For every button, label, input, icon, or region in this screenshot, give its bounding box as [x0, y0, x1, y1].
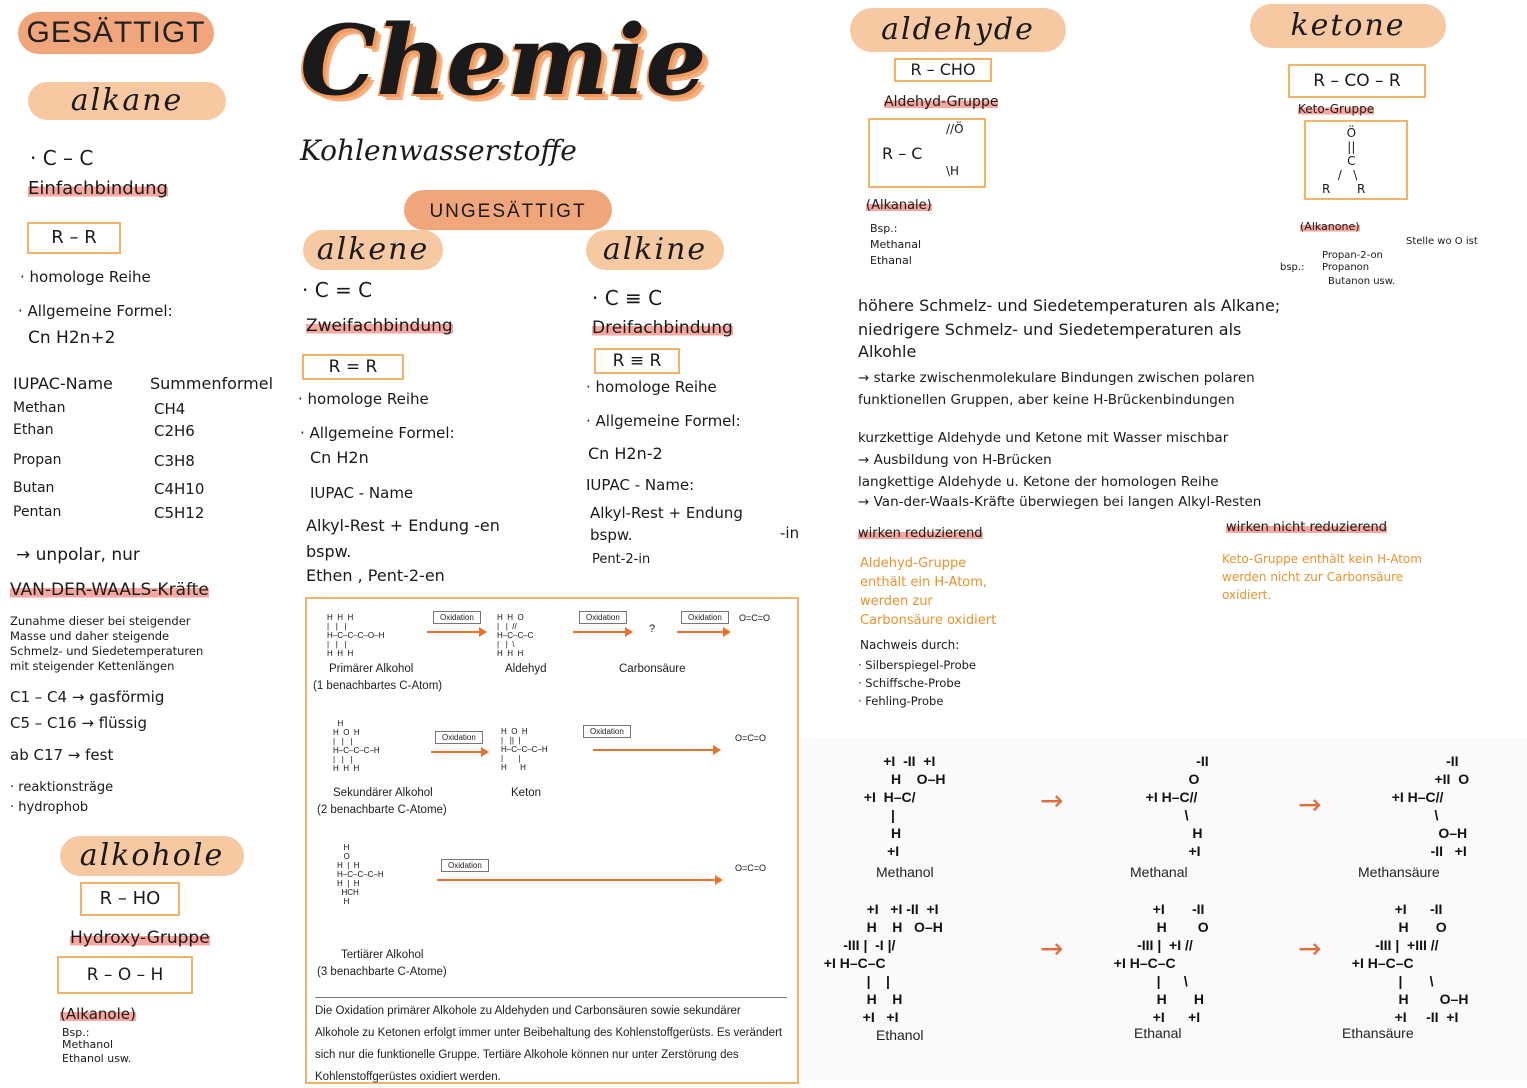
- comparison-line-1: niedrigere Schmelz- und Siedetemperaturen als: [858, 320, 1242, 339]
- alkene-formula-box: R = R: [302, 354, 404, 380]
- ethanal-label: Ethanal: [1134, 1025, 1182, 1041]
- co2-1: O=C=O: [739, 613, 771, 623]
- alkine-heading: alkine: [586, 230, 724, 270]
- alkine-homologous: · homologe Reihe: [586, 378, 717, 396]
- keton-structure: H O H | || | H–C–C–C–H | | H H: [501, 727, 548, 772]
- saturated-heading: GESÄTTIGT: [18, 12, 214, 54]
- aldehyde-formula-box: R – CHO: [894, 58, 992, 82]
- alkane-formula-label: · Allgemeine Formel:: [18, 302, 173, 320]
- alkane-prop-reactive: · reaktionsträge: [10, 780, 114, 795]
- carbonsaeure-label: Carbonsäure: [619, 663, 686, 675]
- primary-alcohol-label: Primärer Alkohol: [329, 663, 414, 675]
- oxidation-arrow-5: [593, 749, 719, 751]
- alkane-table-formula-2: C3H8: [154, 452, 195, 470]
- alkine-iupac: IUPAC - Name:: [586, 476, 695, 494]
- alkine-bond: · C ≡ C: [592, 286, 663, 310]
- alkane-state-0: C1 – C4 → gasförmig: [10, 688, 165, 706]
- arrow-methanal-methansaeure: →: [1298, 788, 1322, 821]
- co2-2: O=C=O: [735, 733, 767, 743]
- ethansaeure-label: Ethansäure: [1342, 1025, 1414, 1041]
- comparison-line-6: → Ausbildung von H-Brücken: [858, 452, 1052, 468]
- secondary-alcohol-label: Sekundärer Alkohol: [333, 787, 433, 799]
- methanol-structure: +I -II +I H O–H +I H–C/ | H +I: [863, 753, 946, 859]
- comparison-line-4: funktionellen Gruppen, aber keine H-Brückenbindungen: [858, 392, 1235, 408]
- oxidation-tag-5: Oxidation: [583, 725, 631, 738]
- tertiary-alcohol-structure: H O H | H H–C–C–C–H H | H HCH H: [337, 843, 384, 906]
- alkane-table-header-formula: Summenformel: [150, 374, 274, 393]
- reducing-test-0: · Silberspiegel-Probe: [858, 658, 977, 672]
- alkane-increase-line-3: mit steigender Kettenlängen: [10, 659, 175, 673]
- alkane-polarity: → unpolar, nur: [16, 545, 140, 565]
- arrow-ethanal-ethansaeure: →: [1298, 932, 1322, 965]
- aldehyde-example-methanal: Methanal: [870, 238, 922, 251]
- aldehyde-example-label: Bsp.:: [870, 222, 898, 235]
- ketone-class: (Alkanone): [1300, 220, 1360, 233]
- ethansaeure-structure: +I -II H O -III | +III // +I H–C–C | \ H O–H +I -II +I: [1351, 901, 1469, 1025]
- alkene-formula-label: · Allgemeine Formel:: [300, 424, 455, 442]
- alkohole-formula-box-2: R – O – H: [57, 956, 193, 994]
- keton-label: Keton: [511, 787, 542, 799]
- comparison-line-0: höhere Schmelz- und Siedetemperaturen als Alkane;: [858, 296, 1281, 315]
- alkane-table-formula-0: CH4: [154, 400, 186, 418]
- comparison-line-8: → Van-der-Waals-Kräfte überwiegen bei langen Alkyl-Resten: [858, 494, 1262, 510]
- aldehyd-label: Aldehyd: [505, 663, 547, 675]
- reducing-detect: Nachweis durch:: [860, 638, 960, 652]
- alkane-bond: · C – C: [30, 146, 94, 170]
- aldehyde-class: (Alkanale): [866, 198, 932, 213]
- reducing-test-2: · Fehling-Probe: [858, 694, 944, 708]
- aldehyde-heading: aldehyde: [850, 8, 1066, 52]
- reducing-test-1: · Schiffsche-Probe: [858, 676, 961, 690]
- alkine-general-formula: Cn H2n-2: [588, 444, 663, 463]
- reducing-heading: wirken reduzierend: [858, 526, 983, 541]
- comparison-line-7: langkettige Aldehyde u. Ketone der homologen Reihe: [858, 474, 1219, 490]
- page-subtitle: Kohlenwasserstoffe: [300, 134, 577, 167]
- alkene-heading: alkene: [303, 230, 443, 270]
- alkene-bond-type: Zweifachbindung: [306, 316, 453, 336]
- not-reducing-heading: wirken nicht reduzierend: [1226, 520, 1388, 535]
- aldehyde-structure-box: [868, 118, 986, 188]
- ketone-formula-box: R – CO – R: [1288, 64, 1426, 98]
- oxidation-tag-4: Oxidation: [435, 731, 483, 744]
- alkohole-example-ethanol: Ethanol usw.: [62, 1052, 132, 1065]
- reducing-line-1: enthält ein H-Atom,: [860, 575, 988, 590]
- alkohole-heading: alkohole: [60, 836, 244, 876]
- alkane-prop-hydrophob: · hydrophob: [10, 800, 89, 815]
- oxidation-tag-2: Oxidation: [579, 611, 627, 624]
- alkane-vdw: VAN-DER-WAALS-Kräfte: [10, 580, 209, 600]
- aldehyde-group: Aldehyd-Gruppe: [884, 94, 999, 110]
- alkane-state-1: C5 – C16 → flüssig: [10, 714, 147, 732]
- question-mark: ?: [649, 623, 656, 635]
- secondary-alcohol-structure: H H O H | | | H–C–C–C–H | | | H H H: [333, 719, 380, 773]
- alkane-heading: alkane: [28, 82, 226, 120]
- unsaturated-heading: UNGESÄTTIGT: [404, 190, 612, 230]
- not-reducing-line-1: werden nicht zur Carbonsäure: [1222, 570, 1404, 584]
- alkane-table-header-name: IUPAC-Name: [13, 374, 113, 393]
- ketone-example-propanon: Propanon: [1322, 262, 1370, 273]
- alkane-bond-type: Einfachbindung: [28, 178, 168, 199]
- primary-alcohol-sub: (1 benachbartes C-Atom): [313, 680, 443, 692]
- ketone-bsp: bsp.:: [1280, 262, 1305, 273]
- alkane-table-name-1: Ethan: [13, 422, 54, 438]
- alkane-state-2: ab C17 → fest: [10, 746, 114, 764]
- alkine-naming: Alkyl-Rest + Endung: [590, 504, 743, 522]
- alkane-table-name-0: Methan: [13, 400, 66, 416]
- ketone-structure-box: [1304, 120, 1408, 200]
- oxidation-arrow-1: [427, 631, 485, 633]
- ethanol-label: Ethanol: [876, 1027, 924, 1043]
- methanal-label: Methanal: [1130, 864, 1188, 880]
- aldehyde-structure-oxygen: //Ö: [946, 122, 964, 136]
- oxidation-tag-1: Oxidation: [433, 611, 481, 624]
- oxidation-tag-6: Oxidation: [441, 859, 489, 872]
- ketone-group: Keto-Gruppe: [1298, 102, 1375, 116]
- alkohole-example-label: Bsp.:: [62, 1026, 90, 1039]
- alkene-example-label: bspw.: [306, 542, 352, 561]
- tertiary-alcohol-label: Tertiärer Alkohol: [341, 949, 424, 961]
- reducing-line-3: Carbonsäure oxidiert: [860, 613, 997, 628]
- alkine-naming-end: -in: [780, 524, 800, 542]
- alkane-general-formula: Cn H2n+2: [28, 328, 116, 348]
- alkene-example: Ethen , Pent-2-en: [306, 566, 445, 585]
- arrow-methanol-methanal: →: [1040, 784, 1064, 817]
- alkene-homologous: · homologe Reihe: [298, 390, 429, 408]
- arrow-ethanol-ethanal: →: [1040, 932, 1064, 965]
- comparison-line-5: kurzkettige Aldehyde und Ketone mit Wasser mischbar: [858, 430, 1229, 446]
- methanal-structure: -II O +I H–C// \ H +I: [1145, 753, 1209, 859]
- alkane-table-formula-3: C4H10: [154, 480, 205, 498]
- alkohole-formula-box: R – HO: [80, 882, 180, 916]
- methanol-label: Methanol: [876, 864, 934, 880]
- alkine-formula-label: · Allgemeine Formel:: [586, 412, 741, 430]
- alkohole-group: Hydroxy-Gruppe: [70, 928, 210, 948]
- alkine-bond-type: Dreifachbindung: [592, 318, 733, 338]
- comparison-line-3: → starke zwischenmolekulare Bindungen zwischen polaren: [858, 370, 1255, 386]
- alkene-naming: Alkyl-Rest + Endung -en: [306, 516, 500, 535]
- oxidation-arrow-4: [431, 751, 487, 753]
- oxidation-arrow-2: [573, 631, 631, 633]
- page-title: Chemie: [300, 4, 707, 117]
- aldehyd-structure: H H O | | // H–C–C–C | | \ H H H: [497, 613, 534, 658]
- alkane-increase-line-1: Masse und daher steigende: [10, 629, 170, 643]
- oxidation-caption: Die Oxidation primärer Alkohole zu Aldehyden und Carbonsäuren sowie sekundärer Alkohole zu Ketonen erfolgt immer unter Beibehaltung des Kohlenstoffgerüsts. Es verändert sich nur die funktionelle Gruppe. Tertiäre Alkohole können nur unter Zerstörung des Kohlenstoffgerüstes oxidiert werden.: [315, 997, 787, 1088]
- ketone-structure: Ö || C / \ R R: [1322, 126, 1366, 196]
- alkane-table-name-3: Butan: [13, 480, 55, 496]
- alkene-general-formula: Cn H2n: [310, 448, 369, 467]
- alkohole-example-methanol: Methanol: [62, 1038, 114, 1051]
- aldehyde-example-ethanal: Ethanal: [870, 254, 912, 267]
- oxidation-arrow-6: [437, 879, 721, 881]
- alkohole-class: (Alkanole): [60, 1005, 136, 1023]
- alkane-homologous: · homologe Reihe: [20, 268, 151, 286]
- ethanal-structure: +I -II H O -III | +I // +I H–C–C | \ H H +I +I: [1113, 901, 1209, 1025]
- alkane-table-formula-4: C5H12: [154, 504, 205, 522]
- alkane-table-formula-1: C2H6: [154, 422, 195, 440]
- reducing-line-0: Aldehyd-Gruppe: [860, 556, 967, 571]
- methansaeure-structure: -II +II O +I H–C// \ O–H -II +I: [1391, 753, 1470, 859]
- alkene-bond: · C = C: [302, 278, 373, 302]
- aldehyde-structure-hydrogen: \H: [946, 164, 960, 178]
- ketone-note: Stelle wo O ist: [1406, 236, 1478, 247]
- alkene-iupac: IUPAC - Name: [310, 484, 414, 502]
- aldehyde-structure: R – C: [882, 144, 923, 163]
- reducing-line-2: werden zur: [860, 594, 933, 609]
- alkine-formula-box: R ≡ R: [594, 348, 680, 374]
- ketone-heading: ketone: [1250, 4, 1446, 48]
- oxidation-arrow-3: [677, 631, 729, 633]
- ethanol-structure: +I +I -II +I H H O–H -III | -I |/ +I H–C–C | | H H +I +I: [823, 901, 943, 1025]
- not-reducing-line-0: Keto-Gruppe enthält kein H-Atom: [1222, 552, 1422, 566]
- tertiary-alcohol-sub: (3 benachbarte C-Atome): [317, 966, 447, 978]
- alkane-table-name-2: Propan: [13, 452, 62, 468]
- comparison-line-2: Alkohle: [858, 342, 917, 361]
- oxidation-panel: [305, 597, 799, 1084]
- alkane-increase-line-0: Zunahme dieser bei steigender: [10, 614, 191, 628]
- alkane-increase-line-2: Schmelz- und Siedetemperaturen: [10, 644, 204, 658]
- ketone-example-butanon: Butanon usw.: [1328, 276, 1396, 287]
- primary-alcohol-structure: H H H | | | H–C–C–C–O–H | | | H H H: [327, 613, 385, 658]
- co2-3: O=C=O: [735, 863, 767, 873]
- alkine-example: Pent-2-in: [592, 552, 651, 567]
- not-reducing-line-2: oxidiert.: [1222, 588, 1272, 602]
- oxidation-tag-3: Oxidation: [681, 611, 729, 624]
- ketone-example-propan2on: Propan-2-on: [1322, 250, 1383, 261]
- methansaeure-label: Methansäure: [1358, 864, 1440, 880]
- alkine-example-label: bspw.: [590, 526, 633, 544]
- alkane-table-name-4: Pentan: [13, 504, 62, 520]
- secondary-alcohol-sub: (2 benachbarte C-Atome): [317, 804, 447, 816]
- alkane-formula-box: R – R: [27, 222, 121, 254]
